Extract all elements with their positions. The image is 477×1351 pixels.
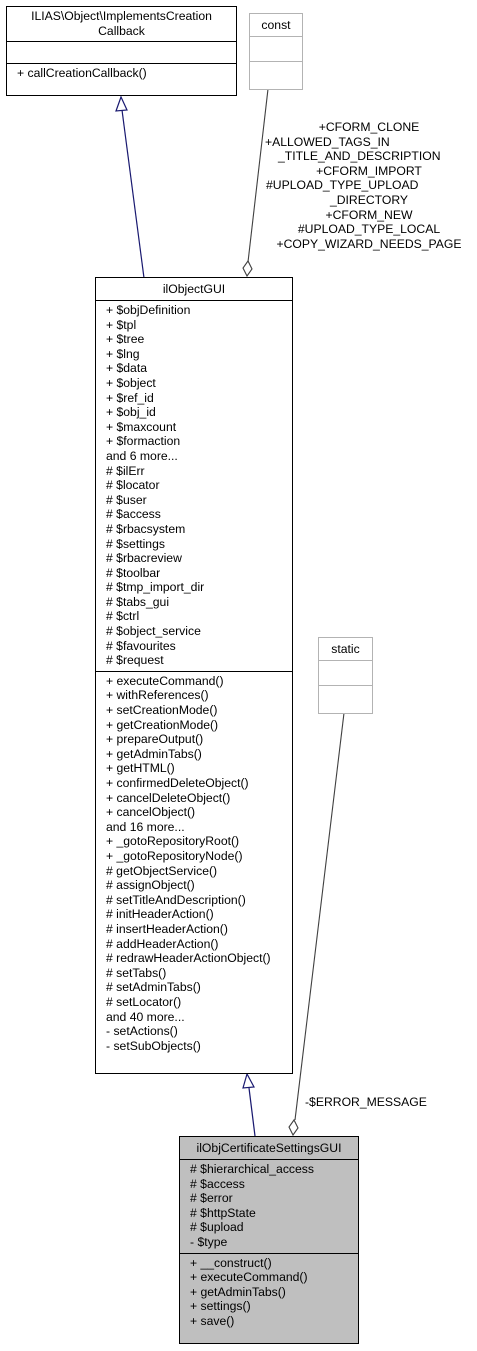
objectgui-method: # setLocator() <box>106 994 182 1009</box>
objectgui-attribute: + $maxcount <box>106 419 177 434</box>
const-label-line: +COPY_WIZARD_NEEDS_PAGE <box>276 236 462 251</box>
objectgui-attribute: + $objDefinition <box>106 303 191 317</box>
certificate-class-title: ilObjCertificateSettingsGUI <box>180 1137 358 1160</box>
objectgui-attribute: # $access <box>106 507 161 522</box>
certificate-method: + getAdminTabs() <box>190 1284 286 1299</box>
objectgui-attribute: + $lng <box>106 346 140 361</box>
inheritance-arrowhead-objectgui <box>243 1074 254 1088</box>
objectgui-attribute: # $rbacreview <box>106 551 182 566</box>
objectgui-method: # setTabs() <box>106 965 167 980</box>
objectgui-attribute: # $request <box>106 653 164 668</box>
inheritance-edge-certificate-objectgui <box>249 1088 255 1136</box>
objectgui-method: # setTitleAndDescription() <box>106 892 246 907</box>
objectgui-attribute: # $tmp_import_dir <box>106 580 205 595</box>
objectgui-attribute: + $tree <box>106 332 145 347</box>
objectgui-method: and 16 more... <box>106 819 185 834</box>
certificate-attributes-section <box>180 1160 358 1254</box>
composition-diamond-objectgui <box>243 261 252 276</box>
composition-edge-static-certificate <box>295 713 344 1120</box>
objectgui-method: + setCreationMode() <box>106 703 218 718</box>
static-box-title: static <box>319 638 372 661</box>
objectgui-method: # getObjectService() <box>106 863 218 878</box>
const-box[interactable] <box>249 13 303 90</box>
objectgui-method: + confirmedDeleteObject() <box>106 776 249 790</box>
objectgui-method: # assignObject() <box>106 878 195 893</box>
objectgui-attribute: # $object_service <box>106 624 201 639</box>
interface-class-box[interactable] <box>6 6 237 96</box>
certificate-method: + settings() <box>190 1299 251 1314</box>
objectgui-methods-section <box>96 672 292 1056</box>
objectgui-attribute: # $user <box>106 492 147 507</box>
const-label-line: #UPLOAD_TYPE_UPLOAD <box>266 178 419 193</box>
objectgui-attribute: # $ilErr <box>106 463 145 478</box>
objectgui-method: + _gotoRepositoryNode() <box>106 848 243 863</box>
inheritance-arrowhead-interface <box>116 97 127 111</box>
certificate-attribute: # $hierarchical_access <box>190 1162 314 1176</box>
const-label-line: +CFORM_CLONE <box>318 120 420 134</box>
interface-method: + callCreationCallback() <box>17 66 147 80</box>
objectgui-method: and 40 more... <box>106 1009 185 1024</box>
objectgui-method: # initHeaderAction() <box>106 907 214 922</box>
const-edge-label <box>262 120 476 251</box>
objectgui-method: # addHeaderAction() <box>106 936 219 951</box>
const-attributes-section <box>250 37 302 62</box>
objectgui-method: # setAdminTabs() <box>106 980 201 995</box>
objectgui-method: # insertHeaderAction() <box>106 921 228 936</box>
objectgui-attribute: # $tabs_gui <box>106 594 170 609</box>
certificate-method: + __construct() <box>190 1255 272 1270</box>
objectgui-attribute: # $toolbar <box>106 565 161 580</box>
objectgui-attribute: # $settings <box>106 536 165 551</box>
interface-attributes-section <box>7 42 236 64</box>
const-label-line: +ALLOWED_TAGS_IN <box>265 134 390 149</box>
const-methods-section <box>250 62 302 87</box>
static-attributes-section <box>319 661 372 686</box>
objectgui-attribute: + $ref_id <box>106 390 154 405</box>
static-box[interactable] <box>318 637 373 714</box>
const-box-title: const <box>250 14 302 37</box>
objectgui-method: + prepareOutput() <box>106 732 204 747</box>
objectgui-method: + getCreationMode() <box>106 717 219 732</box>
const-label-line: #UPLOAD_TYPE_LOCAL <box>297 222 441 237</box>
certificate-attribute: # $httpState <box>190 1205 256 1220</box>
objectgui-attribute: # $rbacsystem <box>106 521 186 536</box>
objectgui-class-box[interactable] <box>95 277 293 1074</box>
objectgui-method: + getHTML() <box>106 761 175 776</box>
certificate-attribute: # $upload <box>190 1220 244 1235</box>
const-label-line: +CFORM_NEW <box>325 207 413 222</box>
objectgui-method: + getAdminTabs() <box>106 746 202 761</box>
objectgui-method: - setSubObjects() <box>106 1038 201 1053</box>
const-label-line: _DIRECTORY <box>329 192 409 207</box>
objectgui-attribute: + $data <box>106 361 148 376</box>
objectgui-method: # redrawHeaderActionObject() <box>106 951 271 966</box>
certificate-attribute: - $type <box>190 1234 228 1249</box>
objectgui-attributes-section <box>96 301 292 672</box>
objectgui-attribute: + $obj_id <box>106 405 156 420</box>
objectgui-class-title: ilObjectGUI <box>96 278 292 301</box>
const-label-line: +CFORM_IMPORT <box>316 163 422 178</box>
objectgui-attribute: # $locator <box>106 478 160 493</box>
objectgui-method: + executeCommand() <box>106 673 224 688</box>
certificate-attribute: # $error <box>190 1191 233 1206</box>
objectgui-attribute: and 6 more... <box>106 448 178 463</box>
objectgui-attribute: + $object <box>106 375 156 390</box>
certificate-attribute: # $access <box>190 1176 245 1191</box>
objectgui-attribute: + $tpl <box>106 317 137 332</box>
certificate-method: + executeCommand() <box>190 1270 308 1285</box>
static-edge-label: -$ERROR_MESSAGE <box>305 1095 427 1109</box>
objectgui-attribute: # $ctrl <box>106 609 140 624</box>
objectgui-method: - setActions() <box>106 1024 178 1039</box>
composition-diamond-certificate <box>289 1120 298 1135</box>
objectgui-attribute: # $favourites <box>106 638 176 653</box>
certificate-class-box[interactable] <box>179 1136 359 1344</box>
certificate-method: + save() <box>190 1313 235 1328</box>
objectgui-method: + _gotoRepositoryRoot() <box>106 834 240 849</box>
objectgui-method: + withReferences() <box>106 688 209 703</box>
certificate-methods-section <box>180 1254 358 1332</box>
objectgui-method: + cancelDeleteObject() <box>106 790 231 805</box>
const-label-line: _TITLE_AND_DESCRIPTION <box>278 149 441 164</box>
interface-methods-section <box>7 64 236 84</box>
objectgui-method: + cancelObject() <box>106 805 196 820</box>
inheritance-edge-objectgui-interface <box>122 110 144 278</box>
objectgui-attribute: + $formaction <box>106 434 181 449</box>
static-methods-section <box>319 686 372 711</box>
interface-class-title: ILIAS\Object\ImplementsCreation Callback <box>7 7 236 42</box>
